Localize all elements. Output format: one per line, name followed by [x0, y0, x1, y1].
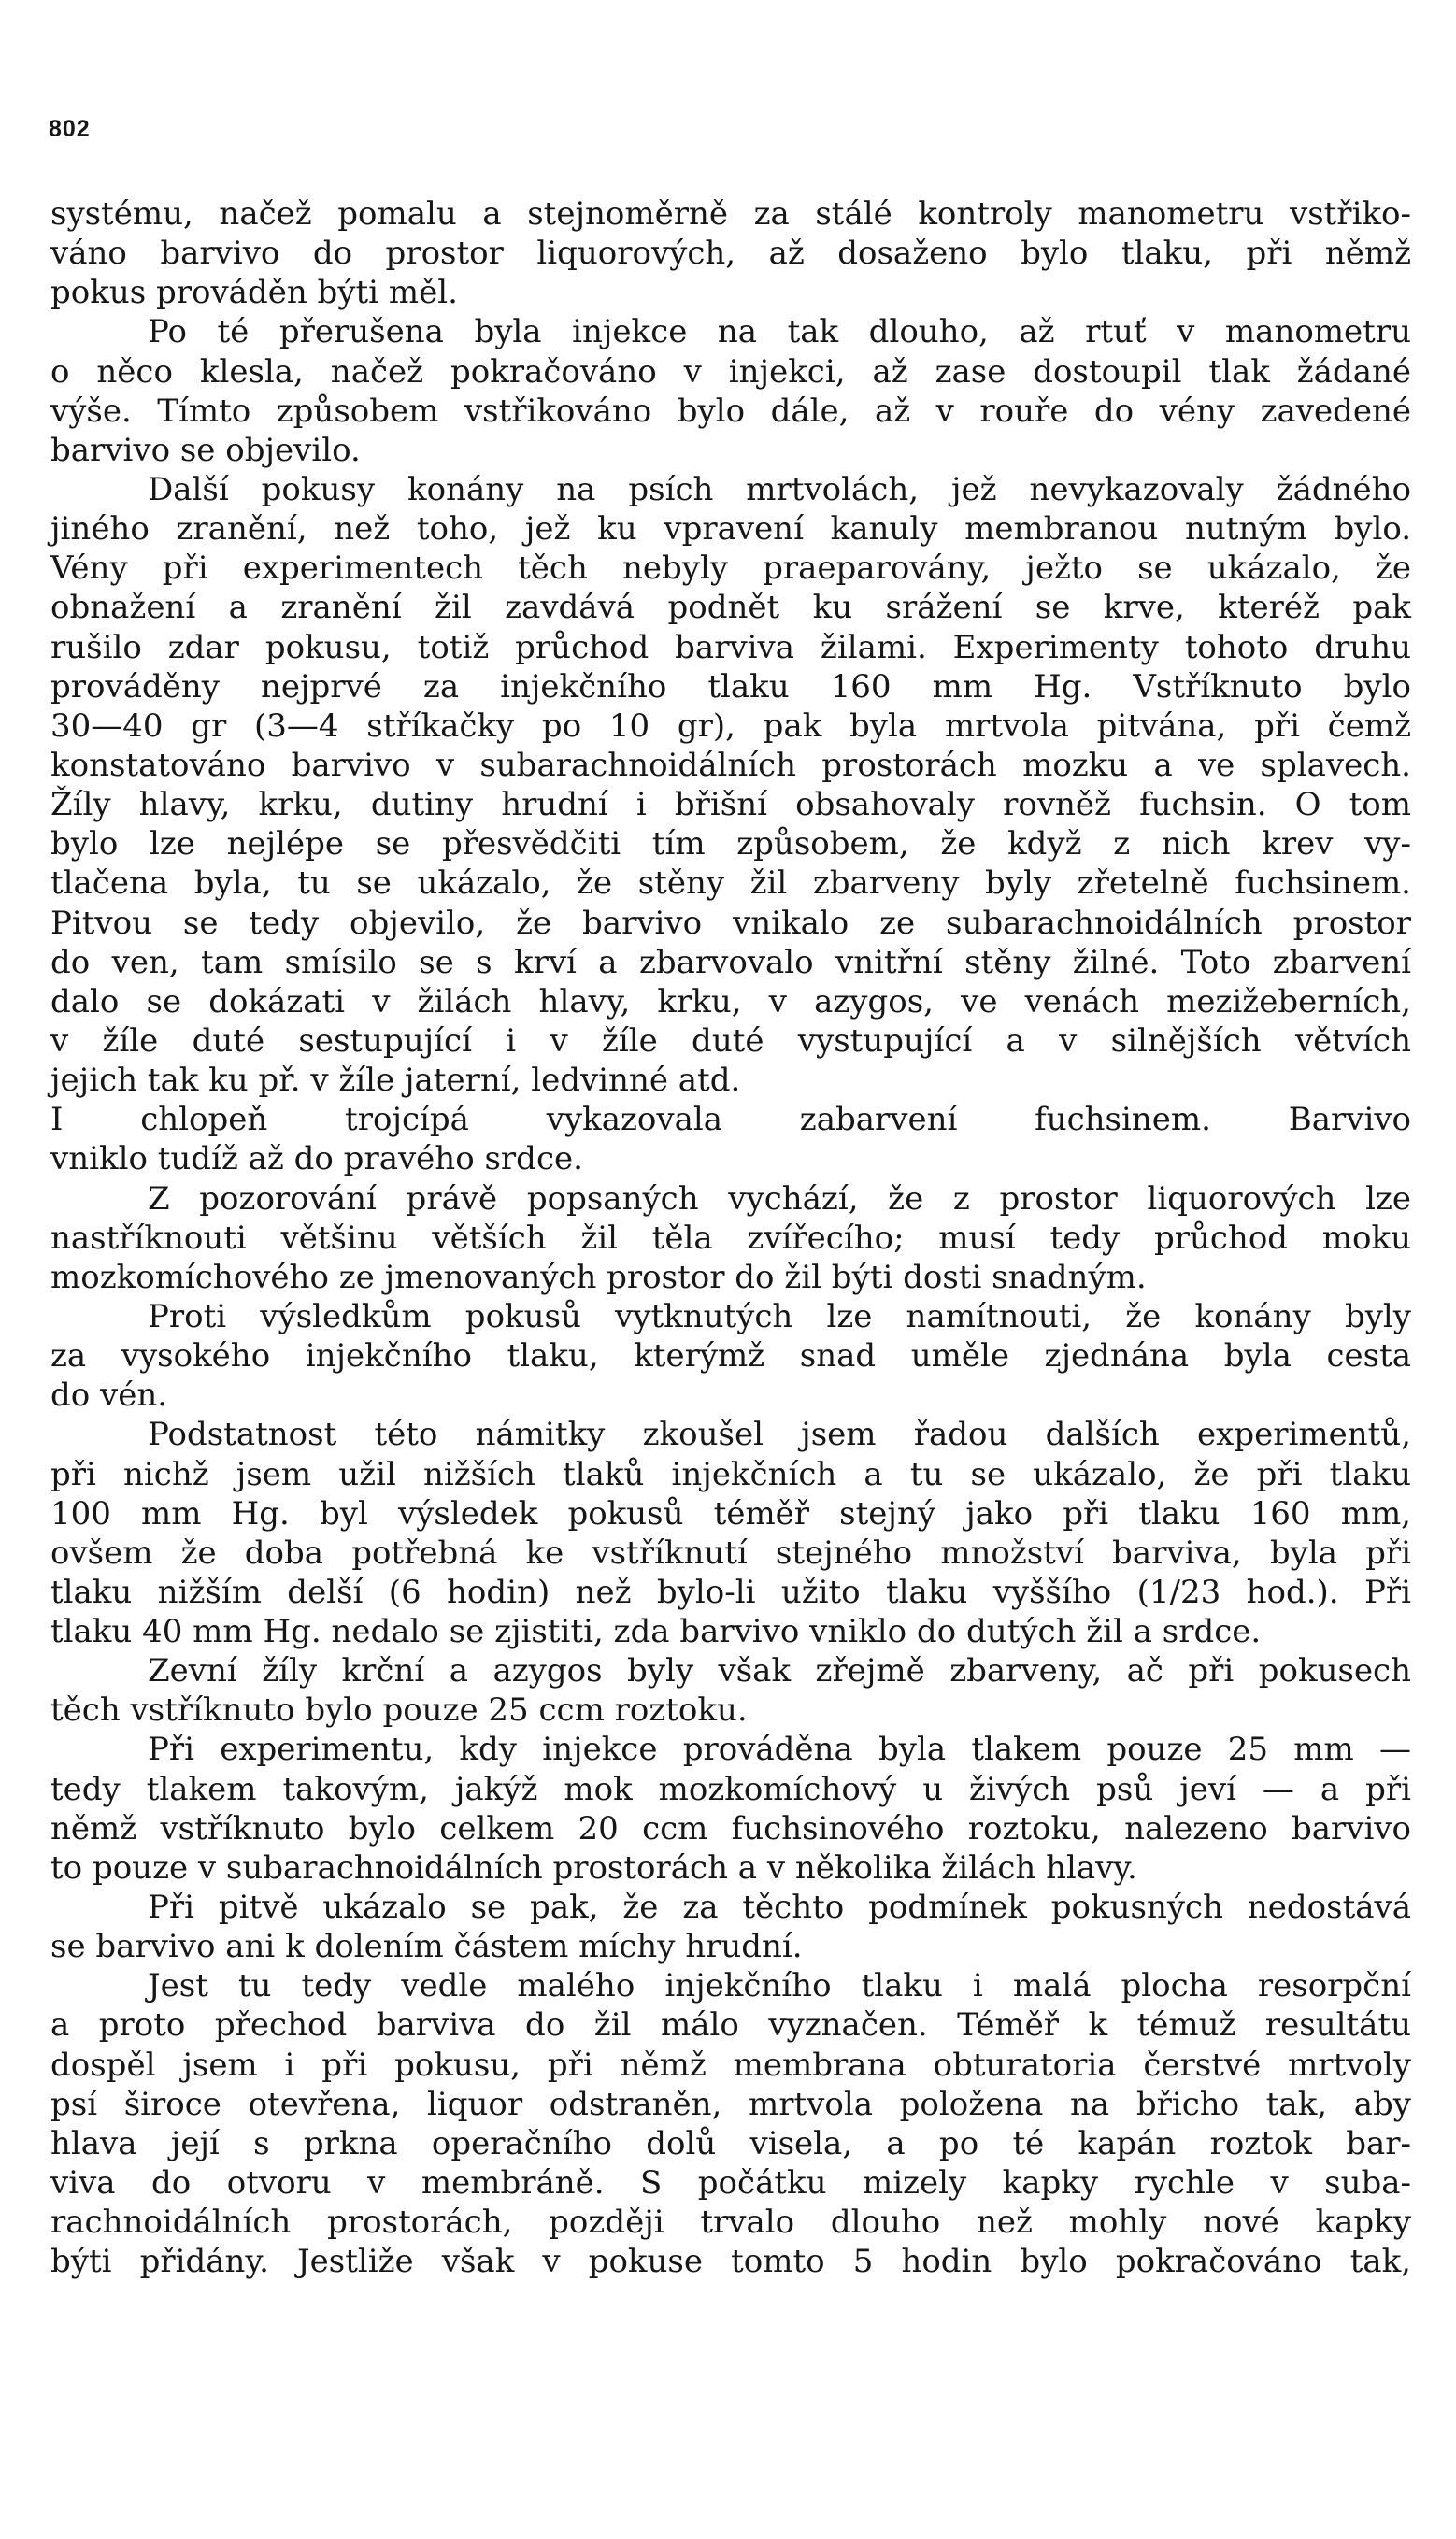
- text-line: barvivo se objevilo.: [50, 431, 361, 469]
- text-line: v žíle duté sestupující i v žíle duté vystupující a v silnějších větvích: [50, 1021, 1411, 1060]
- page-number: 802: [49, 116, 91, 142]
- text-line: se barvivo ani k dolením částem míchy hrudní.: [50, 1928, 803, 1966]
- text-line: Z pozorování právě popsaných vychází, že z prostor liquorových lze: [148, 1179, 1411, 1218]
- text-line: dalo se dokázati v žilách hlavy, krku, v azygos, ve venách mezižeberních,: [50, 982, 1411, 1020]
- text-line: tlaku 40 mm Hg. nedalo se zjistiti, zda barvivo vniklo do dutých žil a srdce.: [50, 1613, 1262, 1651]
- text-line: do vén.: [50, 1376, 168, 1415]
- text-line: hlava její s prkna operačního dolů visela, a po té kapán roztok bar-: [50, 2124, 1411, 2162]
- text-line: I chlopeň trojcípá vykazovala zabarvení fuchsinem. Barvivo: [50, 1101, 1411, 1139]
- text-line: konstatováno barvivo v subarachnoidálních prostorách mozku a ve splavech.: [50, 746, 1411, 784]
- text-line: Při pitvě ukázalo se pak, že za těchto podmínek pokusných nedostává: [148, 1889, 1411, 1927]
- text-line: 100 mm Hg. byl výsledek pokusů téměř stejný jako při tlaku 160 mm,: [50, 1494, 1411, 1533]
- text-line: jiného zranění, než toho, jež ku vpravení kanuly membranou nutným bylo.: [50, 510, 1411, 549]
- text-line: Podstatnost této námitky zkoušel jsem řadou dalších experimentů,: [148, 1416, 1411, 1454]
- text-line: ovšem že doba potřebná ke vstříknutí stejného množství barviva, byla při: [50, 1533, 1411, 1572]
- text-line: pokus prováděn býti měl.: [50, 274, 458, 312]
- text-line: Po té přerušena byla injekce na tak dlouho, až rtuť v manometru: [148, 313, 1411, 351]
- text-line: nastříknouti většinu větších žil těla zvířecího; musí tedy průchod moku: [50, 1219, 1411, 1257]
- text-line: Proti výsledkům pokusů vytknutých lze namítnouti, že konány byly: [148, 1297, 1411, 1335]
- text-line: Při experimentu, kdy injekce prováděna byla tlakem pouze 25 mm —: [148, 1731, 1411, 1769]
- text-line: býti přidány. Jestliže však v pokuse tomto 5 hodin bylo pokračováno tak,: [50, 2243, 1411, 2281]
- text-line: Zevní žíly krční a azygos byly však zřejmě zbarveny, ač při pokusech: [148, 1652, 1411, 1690]
- text-line: rachnoidálních prostorách, později trvalo dlouho než mohly nové kapky: [50, 2204, 1411, 2242]
- text-line: Pitvou se tedy objevilo, že barvivo vnikalo ze subarachnoidálních prostor: [50, 904, 1411, 942]
- text-line: těch vstříknuto bylo pouze 25 ccm roztoku.: [50, 1691, 748, 1730]
- text-line: tlačena byla, tu se ukázalo, že stěny žil zbarveny byly zřetelně fuchsinem.: [50, 864, 1411, 903]
- text-line: němž vstříknuto bylo celkem 20 ccm fuchsinového roztoku, nalezeno barvivo: [50, 1809, 1411, 1847]
- text-line: do ven, tam smísilo se s krví a zbarvovalo vnitřní stěny žilné. Toto zbarvení: [50, 943, 1411, 981]
- text-line: obnažení a zranění žil zavdává podnět ku srážení se krve, kteréž pak: [50, 589, 1411, 627]
- text-line: mozkomíchového ze jmenovaných prostor do žil býti dosti snadným.: [50, 1258, 1147, 1296]
- text-line: vniklo tudíž až do pravého srdce.: [50, 1140, 583, 1178]
- body-text: [50, 194, 1411, 2281]
- text-line: Další pokusy konány na psích mrtvolách, jež nevykazovaly žádného: [148, 470, 1411, 508]
- text-line: o něco klesla, načež pokračováno v injekci, až zase dostoupil tlak žádané: [50, 352, 1411, 391]
- text-line: jejich tak ku př. v žíle jaterní, ledvinné atd.: [50, 1062, 741, 1100]
- text-line: Jest tu tedy vedle malého injekčního tlaku i malá plocha resorpční: [148, 1967, 1411, 2005]
- text-line: Vény při experimentech těch nebyly praeparovány, ježto se ukázalo, že: [50, 549, 1411, 588]
- text-line: tedy tlakem takovým, jakýž mok mozkomíchový u živých psů jeví — a při: [50, 1770, 1411, 1808]
- text-line: prováděny nejprvé za injekčního tlaku 160 mm Hg. Vstříknuto bylo: [50, 667, 1411, 706]
- text-line: dospěl jsem i při pokusu, při němž membrana obturatoria čerstvé mrtvoly: [50, 2046, 1411, 2084]
- text-line: psí široce otevřena, liquor odstraněn, mrtvola položena na břicho tak, aby: [50, 2085, 1411, 2123]
- text-line: výše. Tímto způsobem vstřikováno bylo dále, až v rouře do vény zavedené: [50, 392, 1411, 430]
- text-line: bylo lze nejlépe se přesvědčiti tím způsobem, že když z nich krev vy-: [50, 825, 1411, 863]
- text-line: systému, načež pomalu a stejnoměrně za stálé kontroly manometru vstřiko-: [50, 195, 1411, 233]
- text-line: za vysokého injekčního tlaku, kterýmž snad uměle zjednána byla cesta: [50, 1337, 1411, 1376]
- text-line: viva do otvoru v membráně. S počátku mizely kapky rychle v suba-: [50, 2164, 1411, 2203]
- text-line: váno barvivo do prostor liquorových, až dosaženo bylo tlaku, při němž: [50, 235, 1411, 273]
- text-line: při nichž jsem užil nižších tlaků injekčních a tu se ukázalo, že při tlaku: [50, 1455, 1411, 1493]
- text-line: tlaku nižším delší (6 hodin) než bylo-li užito tlaku vyššího (1/23 hod.). Při: [50, 1573, 1411, 1611]
- text-line: 30—40 gr (3—4 stříkačky po 10 gr), pak byla mrtvola pitvána, při čemž: [50, 706, 1411, 745]
- text-line: Žíly hlavy, krku, dutiny hrudní i břišní obsahovaly rovněž fuchsin. O tom: [50, 786, 1411, 824]
- text-line: rušilo zdar pokusu, totiž průchod barviva žilami. Experimenty tohoto druhu: [50, 628, 1411, 666]
- text-line: a proto přechod barviva do žil málo vyznačen. Téměř k témuž resultátu: [50, 2006, 1411, 2045]
- text-line: to pouze v subarachnoidálních prostorách a v několika žilách hlavy.: [50, 1848, 1137, 1887]
